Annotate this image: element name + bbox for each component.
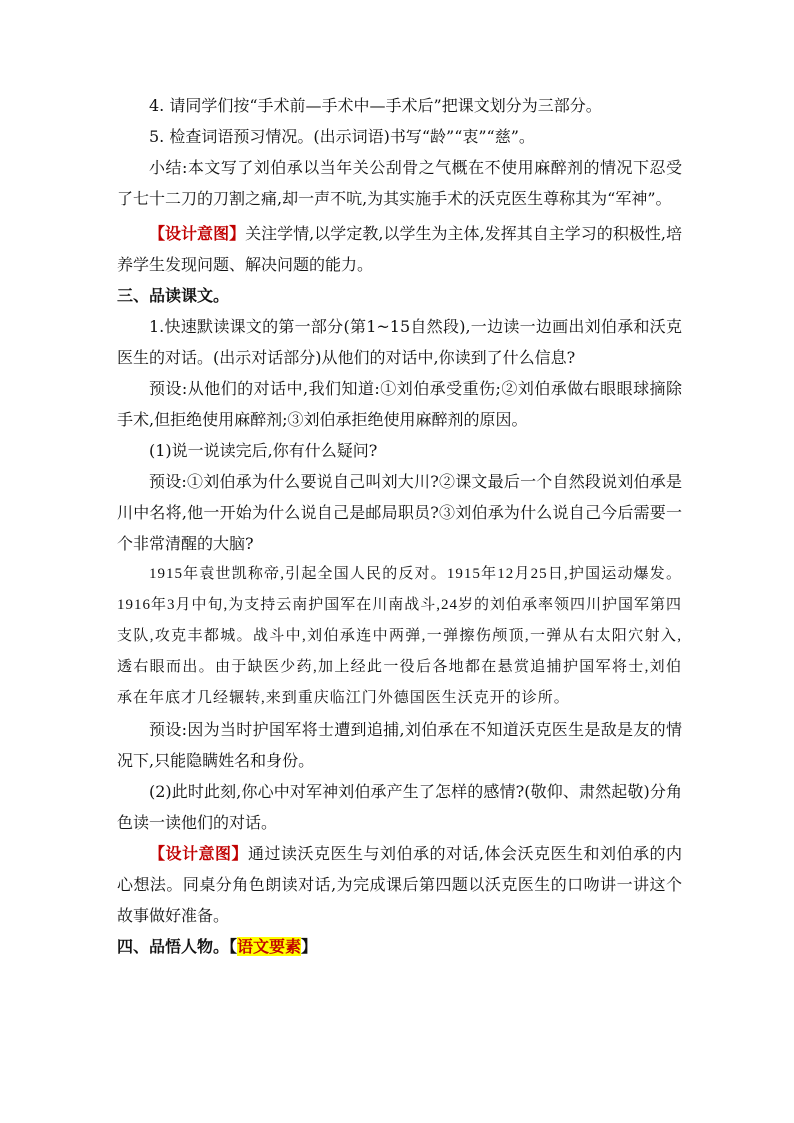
- design-intent-text: 通过读沃克医生与刘伯承的对话,体会沃克医生和刘伯承的内心想法。同桌分角色朗读对话,为完成课后第四题以沃克医生的口吻讲一讲这个故事做好准备。: [117, 844, 682, 925]
- element-tag-close: 】: [301, 937, 318, 956]
- preset-answer-3: 预设:因为当时护国军将士遭到追捕,刘伯承在不知道沃克医生是敌是友的情况下,只能隐瞒姓名和身份。: [117, 720, 682, 770]
- design-intent-text: 关注学情,以学定教,以学生为主体,发挥其自主学习的积极性,培养学生发现问题、解决问题的能力。: [117, 224, 682, 274]
- summary-paragraph: 小结:本文写了刘伯承以当年关公刮骨之气概在不使用麻醉剂的情况下忍受了七十二刀的刀割之痛,却一声不吭,为其实施手术的沃克医生尊称其为“军神”。: [117, 158, 682, 208]
- step-4: 4. 请同学们按“手术前—手术中—手术后”把课文划分为三部分。: [149, 96, 602, 115]
- sub-question-1: (1)说一说读完后,你有什么疑问?: [149, 441, 378, 460]
- design-intent-1: [117, 218, 682, 280]
- design-intent-tag: 【设计意图】: [149, 844, 248, 863]
- step-5: 5. 检查词语预习情况。(出示词语)书写“龄”“衷”“慈”。: [149, 127, 535, 146]
- section-heading-text: 四、品悟人物。: [117, 937, 230, 956]
- element-tag-open: 【: [229, 937, 238, 956]
- section-heading-3: 三、品读课文。: [117, 286, 230, 305]
- section-heading-4: [117, 931, 682, 962]
- question-1: 1.快速默读课文的第一部分(第1~15自然段),一边读一边画出刘伯承和沃克医生的对话。(出示对话部分)从他们的对话中,你读到了什么信息?: [117, 317, 682, 367]
- preset-answer-2: 预设:①刘伯承为什么要说自己叫刘大川?②课文最后一个自然段说刘伯承是川中名将,他一开始为什么说自己是邮局职员?③刘伯承为什么说自己今后需要一个非常清醒的大脑?: [117, 472, 682, 553]
- design-intent-tag: 【设计意图】: [149, 224, 246, 243]
- document-body: [117, 90, 682, 962]
- history-background: 1915年袁世凯称帝,引起全国人民的反对。1915年12月25日,护国运动爆发。1916年3月中旬,为支持云南护国军在川南战斗,24岁的刘伯承率领四川护国军第四支队,攻克丰都城。战斗中,刘伯承连中两弹,一弹擦伤颅顶,一弹从右太阳穴射入,透右眼而出。由于缺医少药,加上经此一役后各地都在悬赏追捕护国军将士,刘伯承在年底才几经辗转,来到重庆临江门外德国医生沃克开的诊所。: [117, 566, 683, 706]
- design-intent-2: [117, 838, 682, 931]
- chinese-elements-tag: 语文要素: [237, 937, 302, 956]
- sub-question-2: (2)此时此刻,你心中对军神刘伯承产生了怎样的感情?(敬仰、肃然起敬)分角色读一读他们的对话。: [117, 782, 682, 832]
- preset-answer-1: 预设:从他们的对话中,我们知道:①刘伯承受重伤;②刘伯承做右眼眼球摘除手术,但拒绝使用麻醉剂;③刘伯承拒绝使用麻醉剂的原因。: [117, 379, 682, 429]
